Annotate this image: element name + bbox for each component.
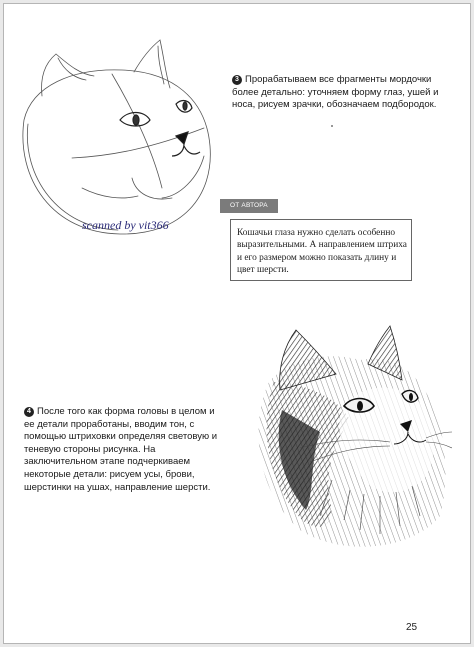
step-4-number: 4 (24, 407, 34, 417)
cat-sketch-outline (12, 28, 220, 242)
book-page (3, 3, 471, 644)
step-4-instruction (24, 406, 222, 494)
author-note-box (230, 219, 412, 281)
page-number: 25 (406, 622, 418, 633)
step-3-instruction (232, 74, 454, 112)
step-3-text: Прорабатываем все фрагменты мордочки более детально: уточняем форму глаз, ушей и носа, рисуем зрачки, обозначаем подбородок. (232, 74, 439, 111)
scan-watermark: scanned by vit366 (82, 218, 169, 232)
ink-speck (331, 125, 333, 127)
author-note-text: Кошачьи глаза нужно сделать особенно выразительными. А направлением штриха и его размером можно показать длину и цвет шерсти. (237, 228, 407, 276)
step-4-text: После того как форма головы в целом и ее детали проработаны, вводим тон, с помощью штриховки определяя световую и теневую стороны рисунка. На заключительном этапе подчеркиваем некоторые детали: рисуем усы, брови, шерстинки на ушах, направление шерсти. (24, 406, 218, 493)
step-3-number: 3 (232, 75, 242, 85)
author-note-tab: ОТ АВТОРА (220, 199, 278, 213)
cat-shaded-drawing (240, 320, 452, 556)
